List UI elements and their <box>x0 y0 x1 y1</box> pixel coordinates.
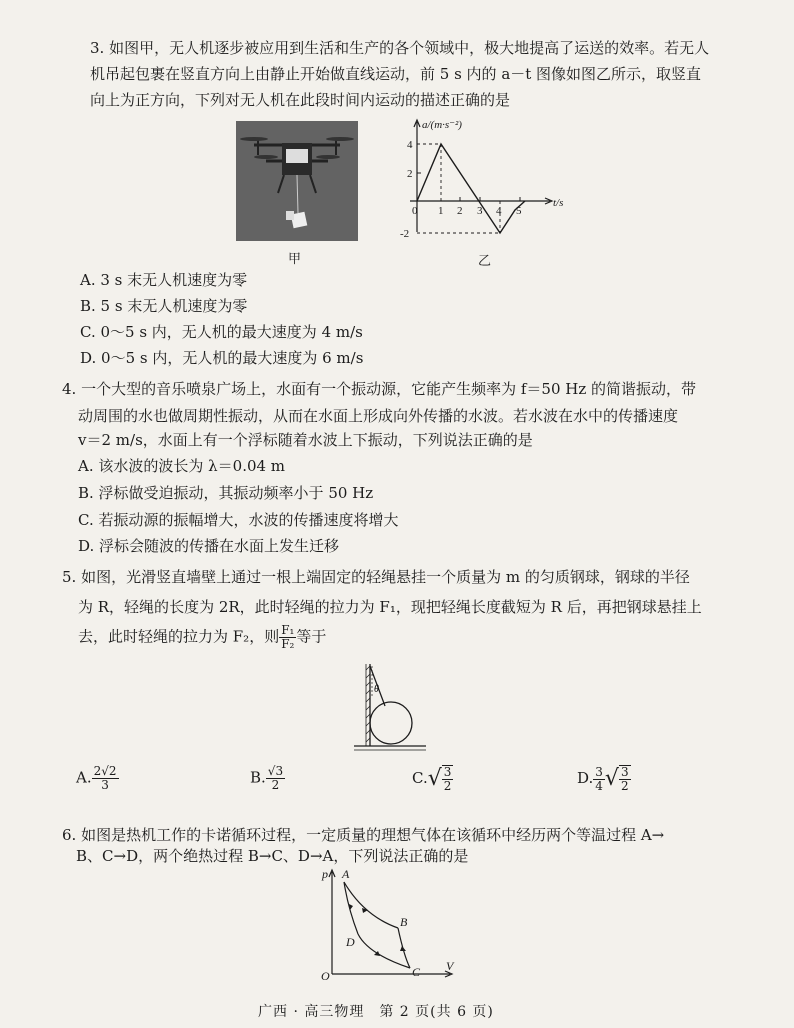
q3-option-d: D. 0～5 s 内，无人机的最大速度为 6 m/s <box>80 349 364 367</box>
q5-option-a-num: 2√2 <box>93 764 117 778</box>
q5-line-3-prefix: 去，此时轻绳的拉力为 F₂，则 <box>78 627 280 646</box>
a-t-line <box>417 144 525 233</box>
q5-option-d-root-num: 3 <box>620 765 629 779</box>
wall-ball-diagram <box>350 660 432 754</box>
p-axis-label: p <box>322 867 328 881</box>
x-tick-2: 2 <box>457 205 463 217</box>
q5-option-d-root <box>619 765 631 793</box>
q5-option-a <box>76 765 119 792</box>
q5-option-c-label: C. <box>412 769 428 787</box>
adiabat-b-c <box>398 928 410 968</box>
y-tick-minus2: -2 <box>400 228 410 240</box>
q4-line-2: 动周围的水也做周期性振动，从而在水面上形成向外传播的水波。若水波在水中的传播速度 <box>78 407 679 425</box>
q3-line-3: 向上为正方向，下列对无人机在此段时间内运动的描述正确的是 <box>90 91 511 109</box>
q6-line-1: 6. 如图是热机工作的卡诺循环过程，一定质量的理想气体在该循环中经历两个等温过程 A→ <box>62 826 665 844</box>
q5-option-d-root-den: 2 <box>620 779 629 793</box>
point-b-label: B <box>400 915 408 929</box>
q5-option-c <box>412 765 453 793</box>
drone-photo <box>236 121 358 241</box>
q5-option-b-num: √3 <box>267 764 284 778</box>
force-ratio <box>279 624 296 651</box>
q4-line-3: v＝2 m/s，水面上有一个浮标随着水波上下振动，下列说法正确的是 <box>78 431 533 449</box>
force-ratio-numerator: F₁ <box>281 623 295 637</box>
q5-option-d-coef-den: 4 <box>595 778 603 793</box>
drone-illustration <box>236 121 358 241</box>
q5-line-3-suffix: 等于 <box>296 627 327 646</box>
q4-option-b: B. 浮标做受迫振动，其振动频率小于 50 Hz <box>78 484 374 502</box>
sqrt-sign-c: √ <box>427 766 442 791</box>
isotherm-a-b <box>344 882 398 928</box>
q5-option-d-label: D. <box>577 769 594 787</box>
point-d-label: D <box>346 935 355 949</box>
x-tick-0: 0 <box>412 205 418 217</box>
q5-option-a-value <box>92 765 119 792</box>
q5-option-a-den: 3 <box>101 778 109 792</box>
q5-option-c-num: 3 <box>443 765 452 779</box>
q6-line-2: B、C→D，两个绝热过程 B→C、D→A，下列说法正确的是 <box>76 847 469 865</box>
q3-line-2: 机吊起包裹在竖直方向上由静止开始做直线运动，前 5 s 内的 a－t 图像如图乙所示，取竖直 <box>90 65 702 83</box>
x-tick-4: 4 <box>496 205 502 217</box>
q3-line-1: 3. 如图甲，无人机逐步被应用到生活和生产的各个领域中，极大地提高了运送的效率。若无人 <box>90 39 710 57</box>
q5-option-b-den: 2 <box>271 778 280 792</box>
q5-option-b-label: B. <box>250 768 266 787</box>
sqrt-sign-d: √ <box>604 766 619 791</box>
carnot-cycle-diagram <box>318 864 466 982</box>
y-tick-4: 4 <box>407 139 413 151</box>
photo-caption: 甲 <box>288 252 302 267</box>
q4-option-c: C. 若振动源的振幅增大，水波的传播速度将增大 <box>78 511 399 529</box>
theta-label: θ <box>374 684 379 695</box>
x-tick-1: 1 <box>438 205 444 217</box>
point-c-label: C <box>412 965 421 979</box>
q3-option-b: B. 5 s 末无人机速度为零 <box>80 297 248 315</box>
steel-ball <box>370 702 412 744</box>
point-a-label: A <box>342 867 350 881</box>
y-tick-2: 2 <box>407 168 413 180</box>
q5-line-1: 5. 如图，光滑竖直墙壁上通过一根上端固定的轻绳悬挂一个质量为 m 的匀质钢球，钢球的半径 <box>62 568 690 586</box>
q4-line-1: 4. 一个大型的音乐喷泉广场上，水面有一个振动源，它能产生频率为 f＝50 Hz 的简谐振动，带 <box>62 380 697 398</box>
v-axis-label: V <box>446 959 454 973</box>
q5-option-b <box>250 765 285 792</box>
graph-caption: 乙 <box>478 254 492 269</box>
q4-option-a: A. 该水波的波长为 λ＝0.04 m <box>78 457 286 475</box>
q5-option-c-den: 2 <box>443 779 452 793</box>
a-axis-label: a/(m·s⁻²) <box>422 119 462 131</box>
x-tick-3: 3 <box>477 205 483 217</box>
origin-label: O <box>321 969 330 982</box>
x-tick-5: 5 <box>516 205 522 217</box>
q3-option-c: C. 0～5 s 内，无人机的最大速度为 4 m/s <box>80 323 363 341</box>
q3-option-a: A. 3 s 末无人机速度为零 <box>80 271 248 289</box>
q5-option-a-label: A. <box>76 768 92 787</box>
q5-option-b-value <box>266 765 285 792</box>
q5-line-3 <box>78 624 326 651</box>
q5-option-d-coef-num: 3 <box>595 764 603 779</box>
q5-option-d-coef <box>593 766 605 793</box>
q5-line-2: 为 R，轻绳的长度为 2R，此时轻绳的拉力为 F₁，现把轻绳长度截短为 R 后，再把钢球悬挂上 <box>78 598 702 616</box>
force-ratio-denominator: F₂ <box>281 637 295 651</box>
t-axis-label: t/s <box>553 197 564 209</box>
q5-option-d <box>577 765 631 793</box>
page-footer: 广西 · 高三物理 第 2 页(共 6 页) <box>258 1004 494 1020</box>
q4-option-d: D. 浮标会随波的传播在水面上发生迁移 <box>78 537 340 555</box>
q5-option-c-value <box>442 765 454 793</box>
